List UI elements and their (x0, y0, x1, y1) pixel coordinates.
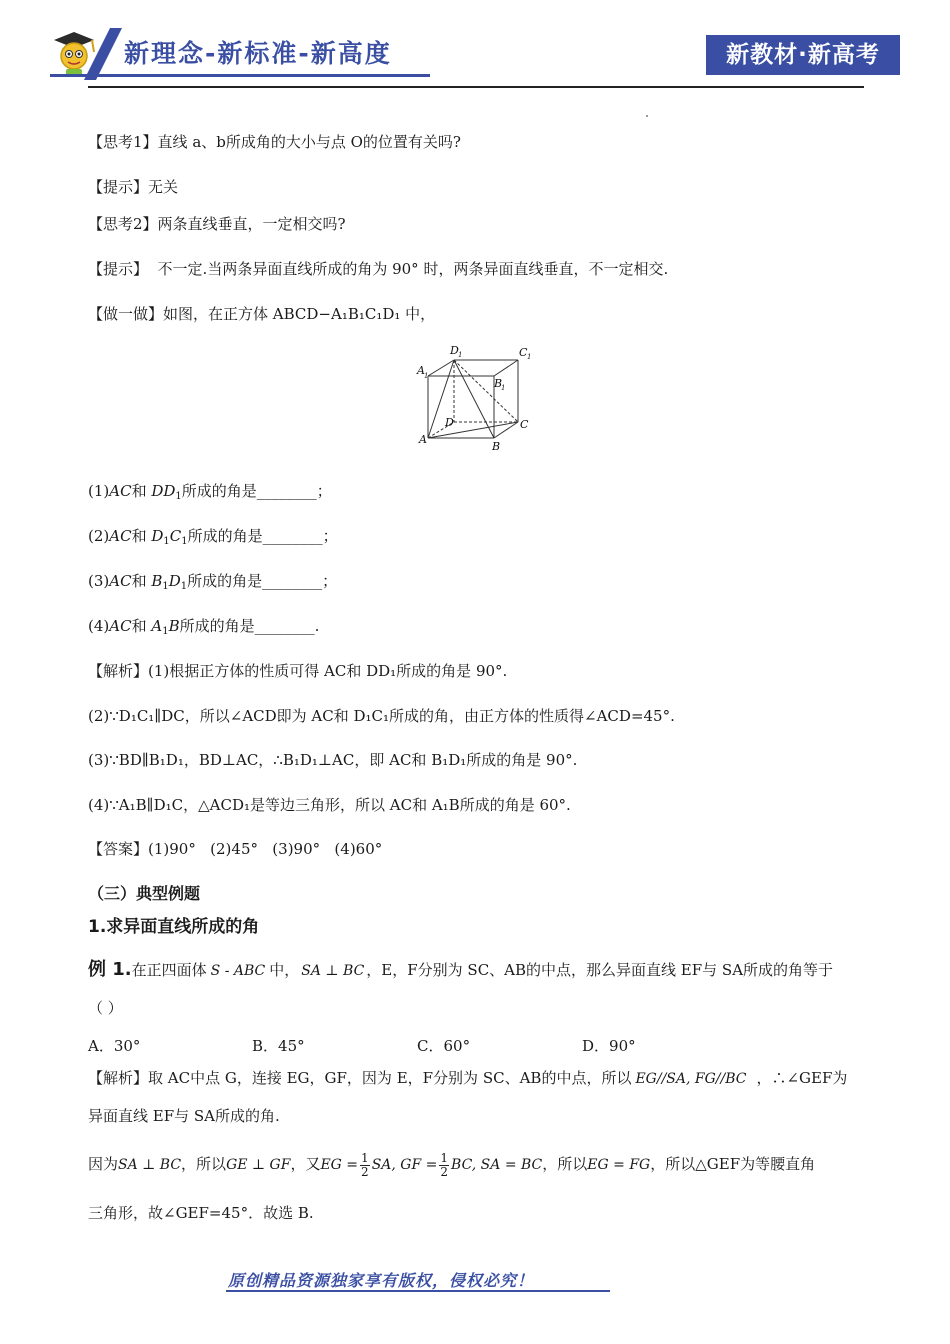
solution-s3c: ，又 (290, 1155, 321, 1173)
analysis-l1: (1)根据正方体的性质可得 AC和 DD₁所成的角是 90°. (148, 662, 508, 680)
q2-b2: C (169, 527, 182, 545)
label-D1-sub: 1 (458, 351, 463, 359)
hint1-tag: 【提示】 (88, 178, 149, 196)
section-title: （三）典型例题 (88, 884, 201, 903)
frac-1-num: 1 (361, 1150, 369, 1165)
q2-suffix: 所成的角是________； (187, 527, 338, 545)
q3-bsub: 1 (162, 581, 169, 592)
label-B1-sub: 1 (501, 384, 506, 392)
solution-line-3 (88, 1150, 815, 1179)
q3-b: B (151, 572, 163, 590)
think1-tag: 【思考1】 (88, 133, 158, 151)
q1-suffix: 所成的角是________； (181, 482, 332, 500)
q3-a: AC (109, 572, 132, 590)
q2-a: AC (109, 527, 132, 545)
example-stem-c: ，E，F分别为 SC、AB的中点，那么异面直线 EF与 SA所成的角等于 (366, 961, 834, 979)
q4-suffix: 所成的角是________. (179, 617, 320, 635)
label-D1: D (450, 344, 459, 357)
label-C1: C (519, 346, 528, 359)
question-1 (88, 481, 332, 507)
answer-tag: 【答案】 (88, 840, 149, 858)
question-4 (88, 616, 319, 642)
stray-dot (646, 115, 648, 117)
think1-line (88, 132, 461, 152)
analysis-line-4: (4)∵A₁B∥D₁C，△ACD₁是等边三角形，所以 AC和 A₁B所成的角是 60°. (88, 796, 571, 814)
label-C1-sub: 1 (527, 353, 532, 361)
analysis-line-2: (2)∵D₁C₁∥DC，所以∠ACD即为 AC和 D₁C₁所成的角，由正方体的性质得∠ACD=45°. (88, 707, 675, 725)
q2-bsub: 1 (163, 536, 170, 547)
label-A: A (419, 433, 427, 446)
label-A1: A (417, 364, 425, 377)
solution-s1-math: EG//SA, FG//BC (635, 1071, 747, 1087)
hint1-text: 无关 (148, 178, 179, 196)
q3-b2sub: 1 (180, 581, 188, 592)
q4-prefix: (4) (88, 617, 110, 635)
solution-s3-math-3a: EG = (320, 1157, 359, 1173)
left-banner-underline (50, 74, 430, 77)
think2-text: 两条直线垂直，一定相交吗? (157, 215, 346, 233)
q2-b2sub: 1 (181, 536, 188, 547)
solution-s3a: 因为 (88, 1155, 119, 1173)
frac-2-num: 1 (440, 1150, 449, 1165)
solution-tag: 【解析】 (88, 1069, 149, 1087)
question-2 (88, 526, 338, 552)
q1-bsub: 1 (175, 491, 182, 502)
right-banner: 新教材·新高考 (706, 35, 900, 75)
label-B1: B (494, 377, 503, 390)
q1-prefix: (1) (88, 482, 110, 500)
question-3 (88, 571, 337, 597)
analysis-line-1 (88, 661, 507, 681)
analysis-line-3: (3)∵BD∥B₁D₁，BD⊥AC，∴B₁D₁⊥AC，即 AC和 B₁D₁所成的角是 90°. (88, 751, 578, 769)
option-a: A．30° (88, 1037, 141, 1055)
label-A1-sub: 1 (424, 372, 429, 380)
example-stem-b: 中， (269, 961, 300, 979)
example-line (88, 960, 833, 981)
solution-s3e: ，所以△GEF为等腰直角 (650, 1155, 816, 1173)
frac-2-den: 2 (440, 1164, 449, 1179)
hint2-tag: 【提示】 (88, 260, 149, 278)
solution-s1a: 取 AC中点 G，连接 EG，GF，因为 E，F分别为 SC、AB的中点，所以 (148, 1069, 632, 1087)
example-paren: （ ） (88, 999, 123, 1017)
hint1-line (88, 177, 178, 197)
option-b: B．45° (252, 1037, 305, 1055)
fraction-half-2 (439, 1152, 449, 1179)
q3-b2: D (168, 572, 181, 590)
example-math-1: S - ABC (210, 963, 266, 979)
solution-s3d: ，所以 (542, 1155, 588, 1173)
example-math-2: SA ⊥ BC (301, 963, 365, 979)
q1-b: DD (151, 482, 176, 500)
q4-bsub: 1 (162, 626, 169, 637)
section-subtitle: 1.求异面直线所成的角 (88, 917, 260, 937)
left-banner-text: 新理念-新标准-新高度 (124, 39, 392, 68)
q4-mid: 和 (131, 617, 147, 635)
footer-copyright: 原创精品资源独家享有版权，侵权必究！ (228, 1271, 535, 1290)
try-tag: 【做一做】 (88, 305, 164, 323)
solution-s3-math-4: EG = FG (587, 1157, 651, 1173)
solution-s3-math-2: GE ⊥ GF (226, 1157, 291, 1173)
solution-line-4: 三角形，故∠GEF=45°．故选 B. (88, 1204, 314, 1222)
q2-b: D (151, 527, 164, 545)
answer-text: (1)90° (2)45° (3)90° (4)60° (148, 840, 383, 858)
frac-1-den: 2 (361, 1164, 369, 1179)
cube-figure (414, 342, 540, 454)
try-text: 如图，在正方体 ABCD−A₁B₁C₁D₁ 中， (163, 305, 436, 323)
footer-underline (226, 1290, 610, 1292)
solution-line-1 (88, 1068, 847, 1089)
solution-s3-math-3c: BC, SA = BC (451, 1157, 543, 1173)
page-header (0, 0, 950, 100)
q4-a: AC (109, 617, 132, 635)
q2-prefix: (2) (88, 527, 110, 545)
label-B: B (492, 440, 501, 453)
q4-b2: B (168, 617, 180, 635)
think2-line (88, 214, 346, 234)
think1-text: 直线 a、b所成角的大小与点 O的位置有关吗? (157, 133, 461, 151)
solution-s1b: ，∴∠GEF为 (756, 1069, 848, 1087)
option-d: D．90° (582, 1037, 636, 1055)
label-C: C (520, 418, 529, 431)
option-c: C．60° (417, 1037, 471, 1055)
solution-s3-math-3b: SA, GF = (371, 1157, 438, 1173)
example-label: 例 1. (88, 959, 132, 980)
think2-tag: 【思考2】 (88, 215, 158, 233)
q3-mid: 和 (131, 572, 147, 590)
fraction-half-1 (360, 1152, 370, 1179)
q2-mid: 和 (131, 527, 147, 545)
label-D: D (445, 416, 454, 429)
solution-line-2: 异面直线 EF与 SA所成的角. (88, 1107, 280, 1125)
try-line (88, 304, 435, 324)
q4-b: A (151, 617, 163, 635)
q3-suffix: 所成的角是________； (187, 572, 338, 590)
analysis-tag: 【解析】 (88, 662, 149, 680)
example-stem-a: 在正四面体 (131, 961, 207, 979)
header-rule (88, 86, 864, 88)
answer-line (88, 839, 382, 859)
q1-a: AC (109, 482, 132, 500)
solution-s3-math-1: SA ⊥ BC (118, 1157, 182, 1173)
q3-prefix: (3) (88, 572, 110, 590)
solution-s3b: ，所以 (181, 1155, 227, 1173)
hint2-line (88, 259, 668, 279)
hint2-text: 不一定.当两条异面直线所成的角为 90° 时，两条异面直线垂直，不一定相交. (148, 260, 669, 278)
q1-mid: 和 (131, 482, 147, 500)
